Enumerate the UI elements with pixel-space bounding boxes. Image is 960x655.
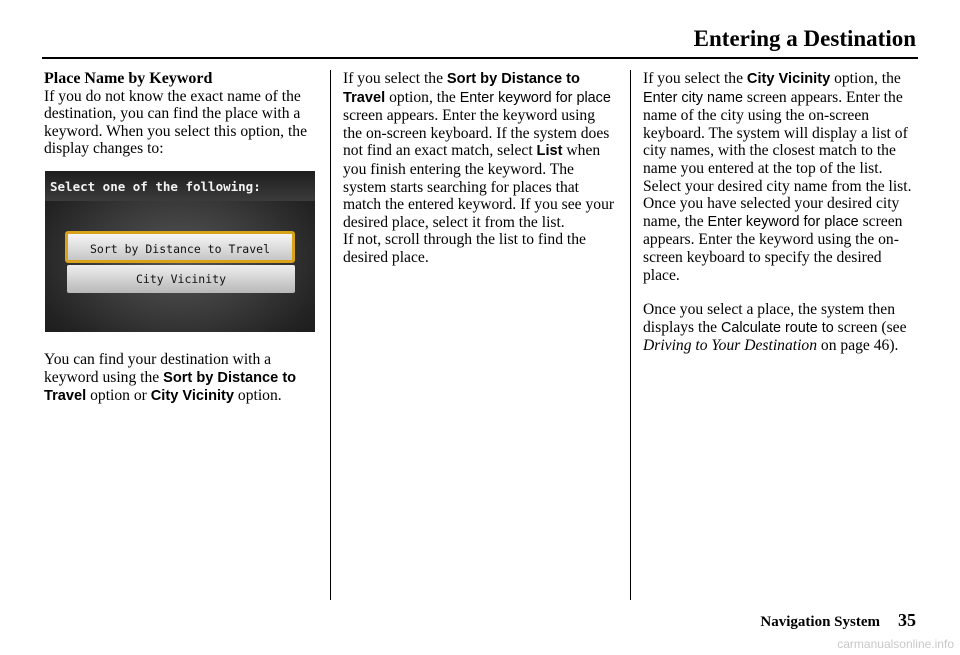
- calculate-route-paragraph: Once you select a place, the system then displays the Calculate route to screen (see Driving to Your Destination on page 46).: [643, 301, 907, 355]
- ref-list-button: List: [536, 143, 563, 160]
- screen-header-text: Select one of the following:: [50, 178, 261, 194]
- sort-by-distance-option[interactable]: Sort by Distance to Travel: [65, 231, 295, 263]
- screen-header-bar: [45, 171, 315, 201]
- page-title: Entering a Destination: [693, 26, 916, 51]
- ref-enter-keyword-screen: Enter keyword for place: [459, 89, 611, 106]
- ref-calculate-route-screen: Calculate route to: [720, 319, 834, 336]
- column-divider: [630, 70, 631, 600]
- ref-enter-city-name-screen: Enter city name: [643, 89, 743, 106]
- title-rule: [42, 57, 918, 59]
- sort-by-distance-paragraph: If you select the Sort by Distance to Travel option, the Enter keyword for place screen appears. Enter the keyword using the on-screen keyboard. If the system does not find an exact match, select List when you finish entering the keyword. The system starts searching for places that match the entered keyword. If you see your desired place, select it from the list.: [343, 70, 615, 231]
- cross-reference-link: Driving to Your Destination: [643, 337, 818, 355]
- watermark: carmanualsonline.info: [837, 637, 954, 651]
- column-3: [643, 70, 919, 355]
- ref-city-vicinity: City Vicinity: [746, 71, 831, 87]
- ref-enter-keyword-screen: Enter keyword for place: [707, 213, 859, 230]
- ref-sort-by-distance: Sort by Distance to Travel: [343, 71, 580, 106]
- footer-section-label: Navigation System: [760, 614, 880, 630]
- keyword-options-paragraph: You can find your destination with a keyword using the Sort by Distance to Travel option or City Vicinity option.: [44, 350, 297, 405]
- city-vicinity-option[interactable]: City Vicinity: [67, 265, 295, 293]
- page-number: 35: [898, 610, 916, 630]
- city-vicinity-paragraph: If you select the City Vicinity option, the Enter city name screen appears. Enter the name of the city using the on-screen keyboard. The system will display a list of city names, with the closest match to the name you entered at the top of the list. Select your desired city name from the list. Once you have selected your desired city name, the Enter keyword for place screen appears. Enter the keyword using the on-screen keyboard to specify the desired place.: [643, 70, 912, 284]
- ref-city-vicinity: City Vicinity: [150, 388, 235, 405]
- column-divider: [330, 70, 331, 600]
- column-2: [343, 70, 615, 267]
- section-heading: Place Name by Keyword: [44, 70, 213, 87]
- nav-screen-image: [45, 171, 315, 332]
- scroll-paragraph: If not, scroll through the list to find the desired place.: [343, 231, 586, 266]
- ref-sort-by-distance: Sort by Distance to Travel: [44, 369, 297, 405]
- column-1: [44, 70, 316, 406]
- intro-paragraph: If you do not know the exact name of the destination, you can find the place with a keyword. When you select this option, the display changes to:: [44, 87, 308, 158]
